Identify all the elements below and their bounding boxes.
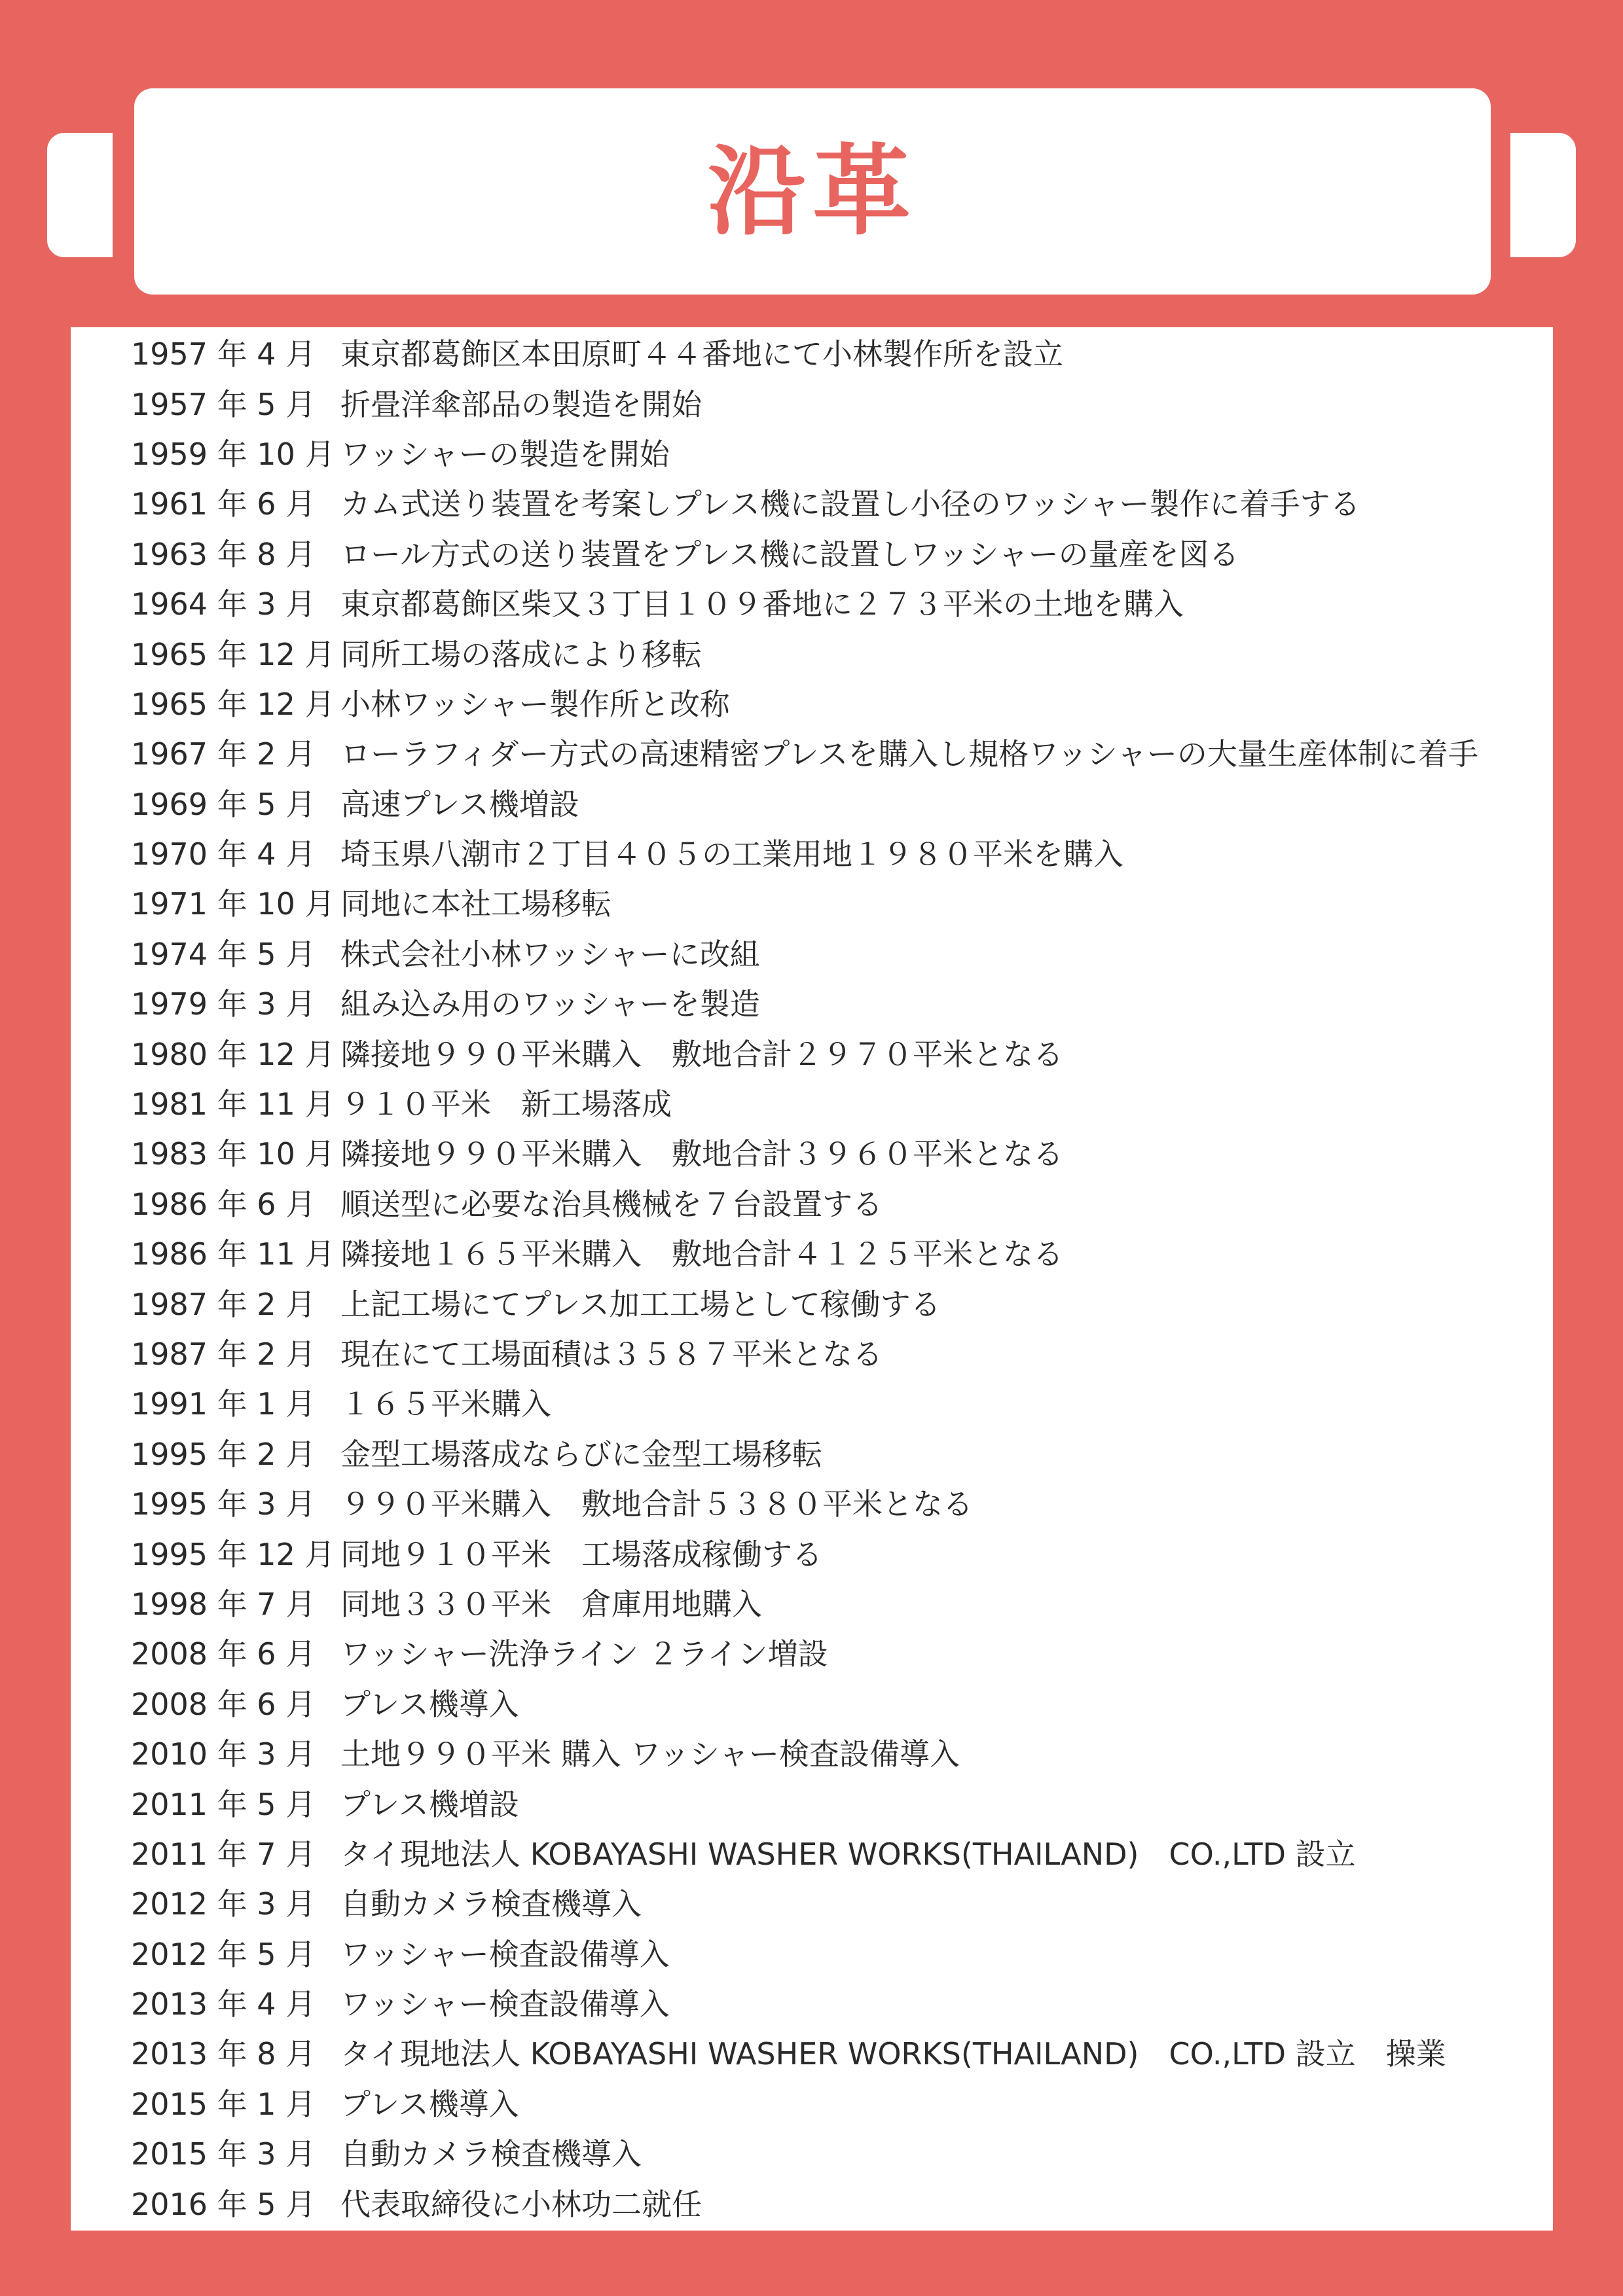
history-event: プレス機増設 <box>340 1786 519 1822</box>
history-date: 1963 年 8 月 <box>131 536 316 572</box>
history-row <box>131 1327 1478 1377</box>
history-date: 1959 年 10 月 <box>131 436 335 472</box>
history-event: 上記工場にてプレス加工工場として稼働する <box>340 1286 941 1322</box>
history-event: 同所工場の落成により移転 <box>340 636 702 672</box>
right-tab-decoration <box>1510 133 1576 257</box>
history-date: 1970 年 4 月 <box>131 836 316 872</box>
page-title: 沿革 <box>707 134 917 249</box>
history-event: 組み込み用のワッシャーを製造 <box>340 986 760 1022</box>
history-date: 1979 年 3 月 <box>131 986 316 1022</box>
history-date: 2008 年 6 月 <box>131 1686 316 1722</box>
history-row <box>131 677 1478 727</box>
history-row <box>131 1777 1478 1827</box>
history-panel <box>71 327 1553 2231</box>
history-date: 1998 年 7 月 <box>131 1586 316 1622</box>
history-row <box>131 1527 1478 1577</box>
history-row <box>131 1227 1478 1277</box>
history-row <box>131 1677 1478 1727</box>
history-event: 同地に本社工場移転 <box>340 886 611 922</box>
history-row <box>131 1577 1478 1627</box>
history-date: 1957 年 5 月 <box>131 386 316 422</box>
history-event: １６５平米購入 <box>340 1386 551 1422</box>
history-row <box>131 528 1478 577</box>
history-date: 2012 年 3 月 <box>131 1886 316 1922</box>
history-row <box>131 377 1478 427</box>
history-date: 2011 年 7 月 <box>131 1836 316 1872</box>
history-date: 1965 年 12 月 <box>131 686 335 722</box>
history-row <box>131 1477 1478 1527</box>
history-event: 隣接地１６５平米購入 敷地合計４１２５平米となる <box>340 1236 1063 1272</box>
history-date: 1981 年 11 月 <box>131 1086 335 1122</box>
history-event: 同地９１０平米 工場落成稼働する <box>340 1536 822 1572</box>
history-date: 1987 年 2 月 <box>131 1336 316 1372</box>
history-row <box>131 1977 1478 2027</box>
left-tab-decoration <box>47 133 113 257</box>
history-event: 金型工場落成ならびに金型工場移転 <box>340 1436 822 1472</box>
history-date: 1969 年 5 月 <box>131 786 316 822</box>
history-row <box>131 927 1478 977</box>
history-row <box>131 2127 1478 2177</box>
history-date: 2016 年 5 月 <box>131 2186 316 2222</box>
history-row <box>131 2077 1478 2127</box>
history-row <box>131 1377 1478 1427</box>
history-row <box>131 2027 1478 2077</box>
history-row <box>131 1928 1478 1977</box>
history-event: プレス機導入 <box>340 2086 519 2122</box>
history-event: ワッシャー検査設備導入 <box>340 1936 670 1972</box>
title-banner <box>134 88 1491 295</box>
history-row <box>131 627 1478 677</box>
history-date: 1995 年 3 月 <box>131 1486 316 1522</box>
history-date: 1991 年 1 月 <box>131 1386 316 1422</box>
history-row <box>131 1727 1478 1777</box>
history-date: 1971 年 10 月 <box>131 886 335 922</box>
history-date: 1995 年 2 月 <box>131 1436 316 1472</box>
history-row <box>131 477 1478 527</box>
history-event: 高速プレス機増設 <box>340 786 579 822</box>
history-row <box>131 877 1478 927</box>
history-date: 2015 年 1 月 <box>131 2086 316 2122</box>
history-row <box>131 2177 1478 2227</box>
history-event: 自動カメラ検査機導入 <box>340 1886 642 1922</box>
history-event: タイ現地法人 KOBAYASHI WASHER WORKS(THAILAND) CO.,LTD 設立 <box>340 1836 1356 1872</box>
history-date: 1986 年 11 月 <box>131 1236 335 1272</box>
history-row <box>131 727 1478 777</box>
history-date: 2011 年 5 月 <box>131 1786 316 1822</box>
history-row <box>131 1877 1478 1927</box>
history-date: 1964 年 3 月 <box>131 586 316 622</box>
history-event: プレス機導入 <box>340 1686 519 1722</box>
history-row <box>131 827 1478 877</box>
history-event: 隣接地９９０平米購入 敷地合計２９７０平米となる <box>340 1036 1063 1072</box>
history-event: 東京都葛飾区柴又３丁目１０９番地に２７３平米の土地を購入 <box>340 586 1184 622</box>
history-event: ローラフィダー方式の高速精密プレスを購入し規格ワッシャーの大量生産体制に着手 <box>340 736 1478 772</box>
history-date: 2015 年 3 月 <box>131 2136 316 2172</box>
history-row <box>131 1277 1478 1327</box>
history-row <box>131 1627 1478 1677</box>
history-date: 1980 年 12 月 <box>131 1036 335 1072</box>
history-row <box>131 1427 1478 1477</box>
history-event: タイ現地法人 KOBAYASHI WASHER WORKS(THAILAND) CO.,LTD 設立 操業 <box>340 2036 1446 2072</box>
history-row <box>131 1127 1478 1177</box>
history-event: 土地９９０平米 購入 ワッシャー検査設備導入 <box>340 1736 960 1772</box>
history-event: 代表取締役に小林功二就任 <box>340 2186 702 2222</box>
history-event: 同地３３０平米 倉庫用地購入 <box>340 1586 762 1622</box>
history-event: ワッシャー検査設備導入 <box>340 1986 670 2022</box>
history-row <box>131 327 1478 377</box>
history-event: 自動カメラ検査機導入 <box>340 2136 642 2172</box>
history-date: 1974 年 5 月 <box>131 936 316 972</box>
history-event: 順送型に必要な治具機械を７台設置する <box>340 1186 883 1222</box>
history-row <box>131 977 1478 1027</box>
history-event: ワッシャー洗浄ライン ２ライン増設 <box>340 1636 828 1672</box>
history-event: ９９０平米購入 敷地合計５３８０平米となる <box>340 1486 973 1522</box>
history-row <box>131 577 1478 627</box>
history-date: 1961 年 6 月 <box>131 486 316 522</box>
history-row <box>131 427 1478 477</box>
history-event: ロール方式の送り装置をプレス機に設置しワッシャーの量産を図る <box>340 536 1239 572</box>
history-date: 1987 年 2 月 <box>131 1286 316 1322</box>
history-date: 1965 年 12 月 <box>131 636 335 672</box>
history-row <box>131 1827 1478 1877</box>
history-date: 1957 年 4 月 <box>131 336 316 372</box>
history-row <box>131 1177 1478 1227</box>
history-event: ９１０平米 新工場落成 <box>340 1086 672 1122</box>
history-event: 折畳洋傘部品の製造を開始 <box>340 386 702 422</box>
history-date: 1986 年 6 月 <box>131 1186 316 1222</box>
history-date: 2013 年 8 月 <box>131 2036 316 2072</box>
history-row <box>131 1077 1478 1127</box>
history-date: 2010 年 3 月 <box>131 1736 316 1772</box>
history-event: 現在にて工場面積は３５８７平米となる <box>340 1336 883 1372</box>
history-event: 小林ワッシャー製作所と改称 <box>340 686 730 722</box>
history-date: 2012 年 5 月 <box>131 1936 316 1972</box>
history-event: ワッシャーの製造を開始 <box>340 436 670 472</box>
history-event: カム式送り装置を考案しプレス機に設置し小径のワッシャー製作に着手する <box>340 486 1360 522</box>
history-row <box>131 1027 1478 1077</box>
history-list <box>131 327 1478 2227</box>
history-row <box>131 778 1478 827</box>
history-date: 2013 年 4 月 <box>131 1986 316 2022</box>
history-date: 2008 年 6 月 <box>131 1636 316 1672</box>
history-event: 隣接地９９０平米購入 敷地合計３９６０平米となる <box>340 1136 1063 1172</box>
history-date: 1983 年 10 月 <box>131 1136 335 1172</box>
history-event: 株式会社小林ワッシャーに改組 <box>340 936 760 972</box>
history-date: 1995 年 12 月 <box>131 1536 335 1572</box>
history-event: 埼玉県八潮市２丁目４０５の工業用地１９８０平米を購入 <box>340 836 1123 872</box>
history-date: 1967 年 2 月 <box>131 736 316 772</box>
history-event: 東京都葛飾区本田原町４４番地にて小林製作所を設立 <box>340 336 1063 372</box>
